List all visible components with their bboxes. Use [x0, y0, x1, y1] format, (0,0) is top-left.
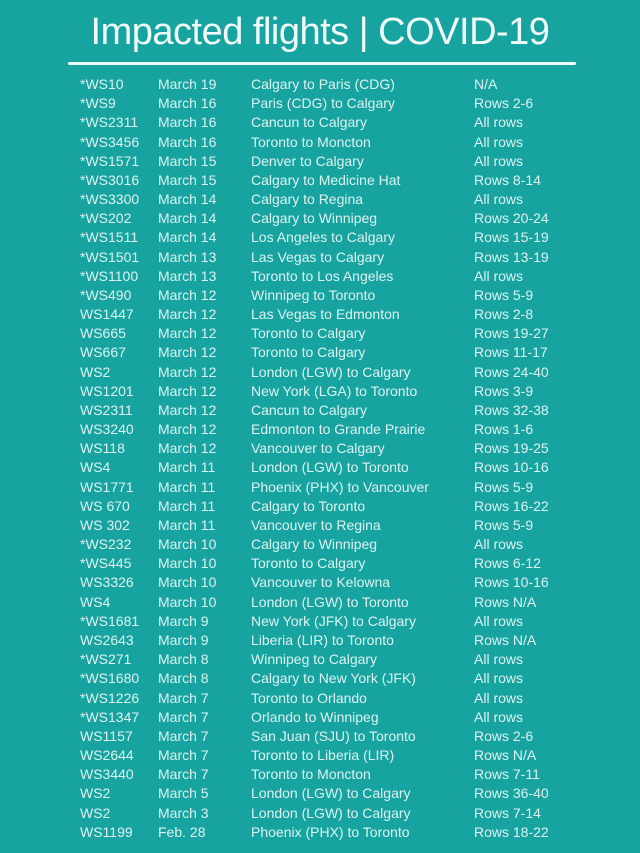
flight-route-cell: Winnipeg to Calgary — [251, 651, 378, 668]
flight-route-cell: London (LGW) to Calgary — [251, 363, 411, 380]
table-row — [0, 804, 640, 823]
flight-route-cell: Toronto to Moncton — [251, 133, 371, 150]
flight-route-cell: New York (JFK) to Calgary — [251, 612, 416, 629]
flight-date-cell: March 10 — [158, 555, 217, 572]
table-row — [0, 420, 640, 439]
affected-rows-cell: Rows 20-24 — [474, 210, 549, 227]
flight-number-cell: WS4 — [80, 459, 111, 476]
flight-route-cell: Calgary to Medicine Hat — [251, 171, 401, 188]
flight-date-cell: March 13 — [158, 248, 217, 265]
table-row — [0, 612, 640, 631]
flight-number-cell: WS2 — [80, 363, 111, 380]
flight-route-cell: Vancouver to Regina — [251, 516, 381, 533]
table-row — [0, 516, 640, 535]
flight-number-cell: *WS9 — [80, 95, 116, 112]
flight-route-cell: Toronto to Moncton — [251, 766, 371, 783]
flight-number-cell: *WS232 — [80, 536, 132, 553]
flight-date-cell: March 12 — [158, 440, 217, 457]
affected-rows-cell: Rows 2-8 — [474, 306, 534, 323]
affected-rows-cell: Rows N/A — [474, 631, 537, 648]
flight-number-cell: WS1771 — [80, 478, 134, 495]
title-underline — [68, 62, 576, 65]
table-row — [0, 401, 640, 420]
table-row — [0, 765, 640, 784]
flight-date-cell: March 10 — [158, 536, 217, 553]
flight-route-cell: Vancouver to Calgary — [251, 440, 385, 457]
flight-number-cell: WS3326 — [80, 574, 134, 591]
table-row — [0, 382, 640, 401]
flight-date-cell: March 7 — [158, 708, 209, 725]
flight-number-cell: *WS1501 — [80, 248, 140, 265]
affected-rows-cell: N/A — [474, 76, 498, 92]
flight-route-cell: Edmonton to Grande Prairie — [251, 421, 426, 438]
flight-number-cell: WS2643 — [80, 631, 134, 648]
affected-rows-cell: Rows 19-27 — [474, 325, 549, 342]
table-row — [0, 708, 640, 727]
flight-route-cell: London (LGW) to Calgary — [251, 804, 411, 821]
flight-date-cell: March 16 — [158, 95, 217, 112]
table-row — [0, 152, 640, 171]
flight-route-cell: Calgary to Toronto — [251, 497, 366, 514]
affected-rows-cell: All rows — [474, 651, 524, 668]
table-row — [0, 439, 640, 458]
flight-number-cell: WS2311 — [80, 401, 133, 418]
flight-route-cell: Toronto to Los Angeles — [251, 267, 394, 284]
affected-rows-cell: All rows — [474, 152, 524, 169]
page-title: Impacted flights | COVID-19 — [90, 11, 550, 53]
flight-route-cell: Cancun to Calgary — [251, 114, 367, 131]
table-row — [0, 133, 640, 152]
affected-rows-cell: All rows — [474, 708, 524, 725]
affected-rows-cell: Rows 5-9 — [474, 478, 534, 495]
flight-route-cell: Las Vegas to Calgary — [251, 248, 385, 265]
table-row — [0, 554, 640, 573]
flight-number-cell: WS118 — [80, 440, 125, 457]
flight-number-cell: WS4 — [80, 593, 111, 610]
table-row — [0, 650, 640, 669]
flight-number-cell: *WS1571 — [80, 152, 140, 169]
flight-date-cell: March 16 — [158, 114, 217, 131]
affected-rows-cell: Rows N/A — [474, 747, 537, 764]
flight-route-cell: San Juan (SJU) to Toronto — [251, 727, 416, 744]
flight-date-cell: March 7 — [158, 689, 209, 706]
table-row — [0, 324, 640, 343]
flight-route-cell: Calgary to Winnipeg — [251, 536, 378, 553]
flight-number-cell: *WS2311 — [80, 114, 139, 131]
affected-rows-cell: Rows 2-6 — [474, 95, 534, 112]
flight-route-cell: Orlando to Winnipeg — [251, 708, 379, 725]
table-row — [0, 190, 640, 209]
table-row — [0, 497, 640, 516]
flight-date-cell: March 11 — [158, 478, 216, 495]
flight-date-cell: March 12 — [158, 344, 217, 361]
flight-route-cell: London (LGW) to Calgary — [251, 785, 411, 802]
table-row — [0, 286, 640, 305]
flights-table — [0, 75, 640, 842]
flight-date-cell: March 19 — [158, 76, 217, 92]
flight-number-cell: WS3240 — [80, 421, 134, 438]
flight-route-cell: Calgary to Winnipeg — [251, 210, 378, 227]
table-row — [0, 343, 640, 362]
affected-rows-cell: All rows — [474, 670, 524, 687]
affected-rows-cell: All rows — [474, 689, 524, 706]
flight-number-cell: WS1447 — [80, 306, 134, 323]
flight-date-cell: March 9 — [158, 612, 209, 629]
flight-number-cell: *WS3456 — [80, 133, 140, 150]
affected-rows-cell: Rows 7-11 — [474, 766, 540, 783]
flight-route-cell: Los Angeles to Calgary — [251, 229, 395, 246]
table-row — [0, 94, 640, 113]
flight-number-cell: *WS3016 — [80, 171, 140, 188]
flight-route-cell: Toronto to Calgary — [251, 555, 366, 572]
flight-date-cell: March 12 — [158, 325, 217, 342]
affected-rows-cell: All rows — [474, 114, 524, 131]
flight-number-cell: WS2644 — [80, 747, 134, 764]
affected-rows-cell: Rows 8-14 — [474, 171, 541, 188]
flight-date-cell: March 10 — [158, 574, 217, 591]
flight-date-cell: March 7 — [158, 727, 209, 744]
flight-number-cell: *WS445 — [80, 555, 132, 572]
table-row — [0, 113, 640, 132]
affected-rows-cell: Rows 36-40 — [474, 785, 549, 802]
affected-rows-cell: All rows — [474, 267, 524, 284]
flight-number-cell: *WS3300 — [80, 191, 140, 208]
affected-rows-cell: Rows 5-9 — [474, 286, 534, 303]
table-row — [0, 267, 640, 286]
flight-number-cell: *WS1226 — [80, 689, 140, 706]
flight-route-cell: Cancun to Calgary — [251, 401, 367, 418]
table-row — [0, 573, 640, 592]
affected-rows-cell: Rows 7-14 — [474, 804, 541, 821]
flight-date-cell: March 12 — [158, 306, 217, 323]
flight-route-cell: Las Vegas to Edmonton — [251, 306, 400, 323]
table-row — [0, 689, 640, 708]
flight-number-cell: *WS202 — [80, 210, 132, 227]
flight-date-cell: March 14 — [158, 191, 217, 208]
table-row — [0, 75, 640, 94]
table-row — [0, 171, 640, 190]
flight-route-cell: Phoenix (PHX) to Vancouver — [251, 478, 429, 495]
affected-rows-cell: Rows 11-17 — [474, 344, 548, 361]
table-row — [0, 727, 640, 746]
flight-route-cell: London (LGW) to Toronto — [251, 459, 409, 476]
affected-rows-cell: Rows 32-38 — [474, 401, 549, 418]
table-row — [0, 631, 640, 650]
table-row — [0, 746, 640, 765]
flight-route-cell: Calgary to Paris (CDG) — [251, 76, 395, 92]
flight-route-cell: Toronto to Liberia (LIR) — [251, 747, 395, 764]
flight-date-cell: March 11 — [158, 497, 216, 514]
flight-route-cell: Toronto to Calgary — [251, 325, 366, 342]
flight-route-cell: Calgary to Regina — [251, 191, 364, 208]
flight-date-cell: March 15 — [158, 152, 217, 169]
flight-route-cell: Liberia (LIR) to Toronto — [251, 631, 394, 648]
affected-rows-cell: Rows 13-19 — [474, 248, 549, 265]
flight-date-cell: March 12 — [158, 401, 217, 418]
table-row — [0, 535, 640, 554]
affected-rows-cell: Rows 18-22 — [474, 823, 549, 840]
flight-number-cell: *WS1680 — [80, 670, 140, 687]
flight-number-cell: *WS1347 — [80, 708, 140, 725]
flight-date-cell: March 7 — [158, 747, 209, 764]
flight-date-cell: March 10 — [158, 593, 217, 610]
flight-number-cell: WS667 — [80, 344, 126, 361]
flight-number-cell: WS665 — [80, 325, 126, 342]
flight-route-cell: Paris (CDG) to Calgary — [251, 95, 395, 112]
flight-date-cell: March 5 — [158, 785, 209, 802]
affected-rows-cell: Rows 10-16 — [474, 459, 549, 476]
flight-number-cell: *WS490 — [80, 286, 132, 303]
affected-rows-cell: Rows 16-22 — [474, 497, 549, 514]
flight-number-cell: WS1199 — [80, 823, 133, 840]
flight-route-cell: Winnipeg to Toronto — [251, 286, 376, 303]
flight-number-cell: *WS10 — [80, 76, 124, 92]
flight-number-cell: WS 302 — [80, 516, 130, 533]
flight-number-cell: *WS1511 — [80, 229, 139, 246]
affected-rows-cell: Rows 6-12 — [474, 555, 541, 572]
table-row — [0, 458, 640, 477]
affected-rows-cell: Rows 19-25 — [474, 440, 549, 457]
flight-date-cell: March 8 — [158, 670, 209, 687]
flight-route-cell: Phoenix (PHX) to Toronto — [251, 823, 410, 840]
table-row — [0, 209, 640, 228]
flight-number-cell: *WS1681 — [80, 612, 140, 629]
flight-route-cell: Toronto to Calgary — [251, 344, 366, 361]
affected-rows-cell: All rows — [474, 536, 524, 553]
affected-rows-cell: Rows 3-9 — [474, 382, 534, 399]
flight-date-cell: March 12 — [158, 286, 217, 303]
affected-rows-cell: All rows — [474, 133, 524, 150]
flight-route-cell: Toronto to Orlando — [251, 689, 367, 706]
flight-route-cell: London (LGW) to Toronto — [251, 593, 409, 610]
affected-rows-cell: Rows 10-16 — [474, 574, 549, 591]
flight-route-cell: Denver to Calgary — [251, 152, 364, 169]
flight-number-cell: WS 670 — [80, 497, 130, 514]
flight-date-cell: March 14 — [158, 229, 217, 246]
table-row — [0, 228, 640, 247]
flight-date-cell: March 9 — [158, 631, 209, 648]
affected-rows-cell: All rows — [474, 191, 524, 208]
table-row — [0, 248, 640, 267]
flight-number-cell: WS1157 — [80, 727, 133, 744]
flight-date-cell: March 11 — [158, 516, 216, 533]
flight-date-cell: March 8 — [158, 651, 209, 668]
flight-date-cell: March 12 — [158, 421, 217, 438]
flight-number-cell: WS1201 — [80, 382, 134, 399]
affected-rows-cell: Rows N/A — [474, 593, 537, 610]
flight-date-cell: March 15 — [158, 171, 217, 188]
table-row — [0, 784, 640, 803]
flight-number-cell: *WS1100 — [80, 267, 139, 284]
flight-route-cell: Calgary to New York (JFK) — [251, 670, 416, 687]
affected-rows-cell: All rows — [474, 612, 524, 629]
affected-rows-cell: Rows 15-19 — [474, 229, 549, 246]
table-row — [0, 669, 640, 688]
flight-date-cell: March 16 — [158, 133, 217, 150]
flight-date-cell: March 11 — [158, 459, 216, 476]
affected-rows-cell: Rows 1-6 — [474, 421, 534, 438]
flight-date-cell: March 13 — [158, 267, 217, 284]
flight-number-cell: WS3440 — [80, 766, 134, 783]
flight-date-cell: March 3 — [158, 804, 209, 821]
flight-route-cell: Vancouver to Kelowna — [251, 574, 391, 591]
flight-number-cell: WS2 — [80, 804, 111, 821]
table-row — [0, 478, 640, 497]
flight-date-cell: March 12 — [158, 382, 217, 399]
table-row — [0, 305, 640, 324]
table-row — [0, 823, 640, 842]
flight-route-cell: New York (LGA) to Toronto — [251, 382, 418, 399]
affected-rows-cell: Rows 24-40 — [474, 363, 549, 380]
flight-date-cell: Feb. 28 — [158, 823, 206, 840]
table-row — [0, 363, 640, 382]
flight-date-cell: March 12 — [158, 363, 217, 380]
table-row — [0, 593, 640, 612]
affected-rows-cell: Rows 2-6 — [474, 727, 534, 744]
flight-number-cell: *WS271 — [80, 651, 132, 668]
flight-date-cell: March 7 — [158, 766, 209, 783]
affected-rows-cell: Rows 5-9 — [474, 516, 534, 533]
flight-number-cell: WS2 — [80, 785, 111, 802]
flight-date-cell: March 14 — [158, 210, 217, 227]
